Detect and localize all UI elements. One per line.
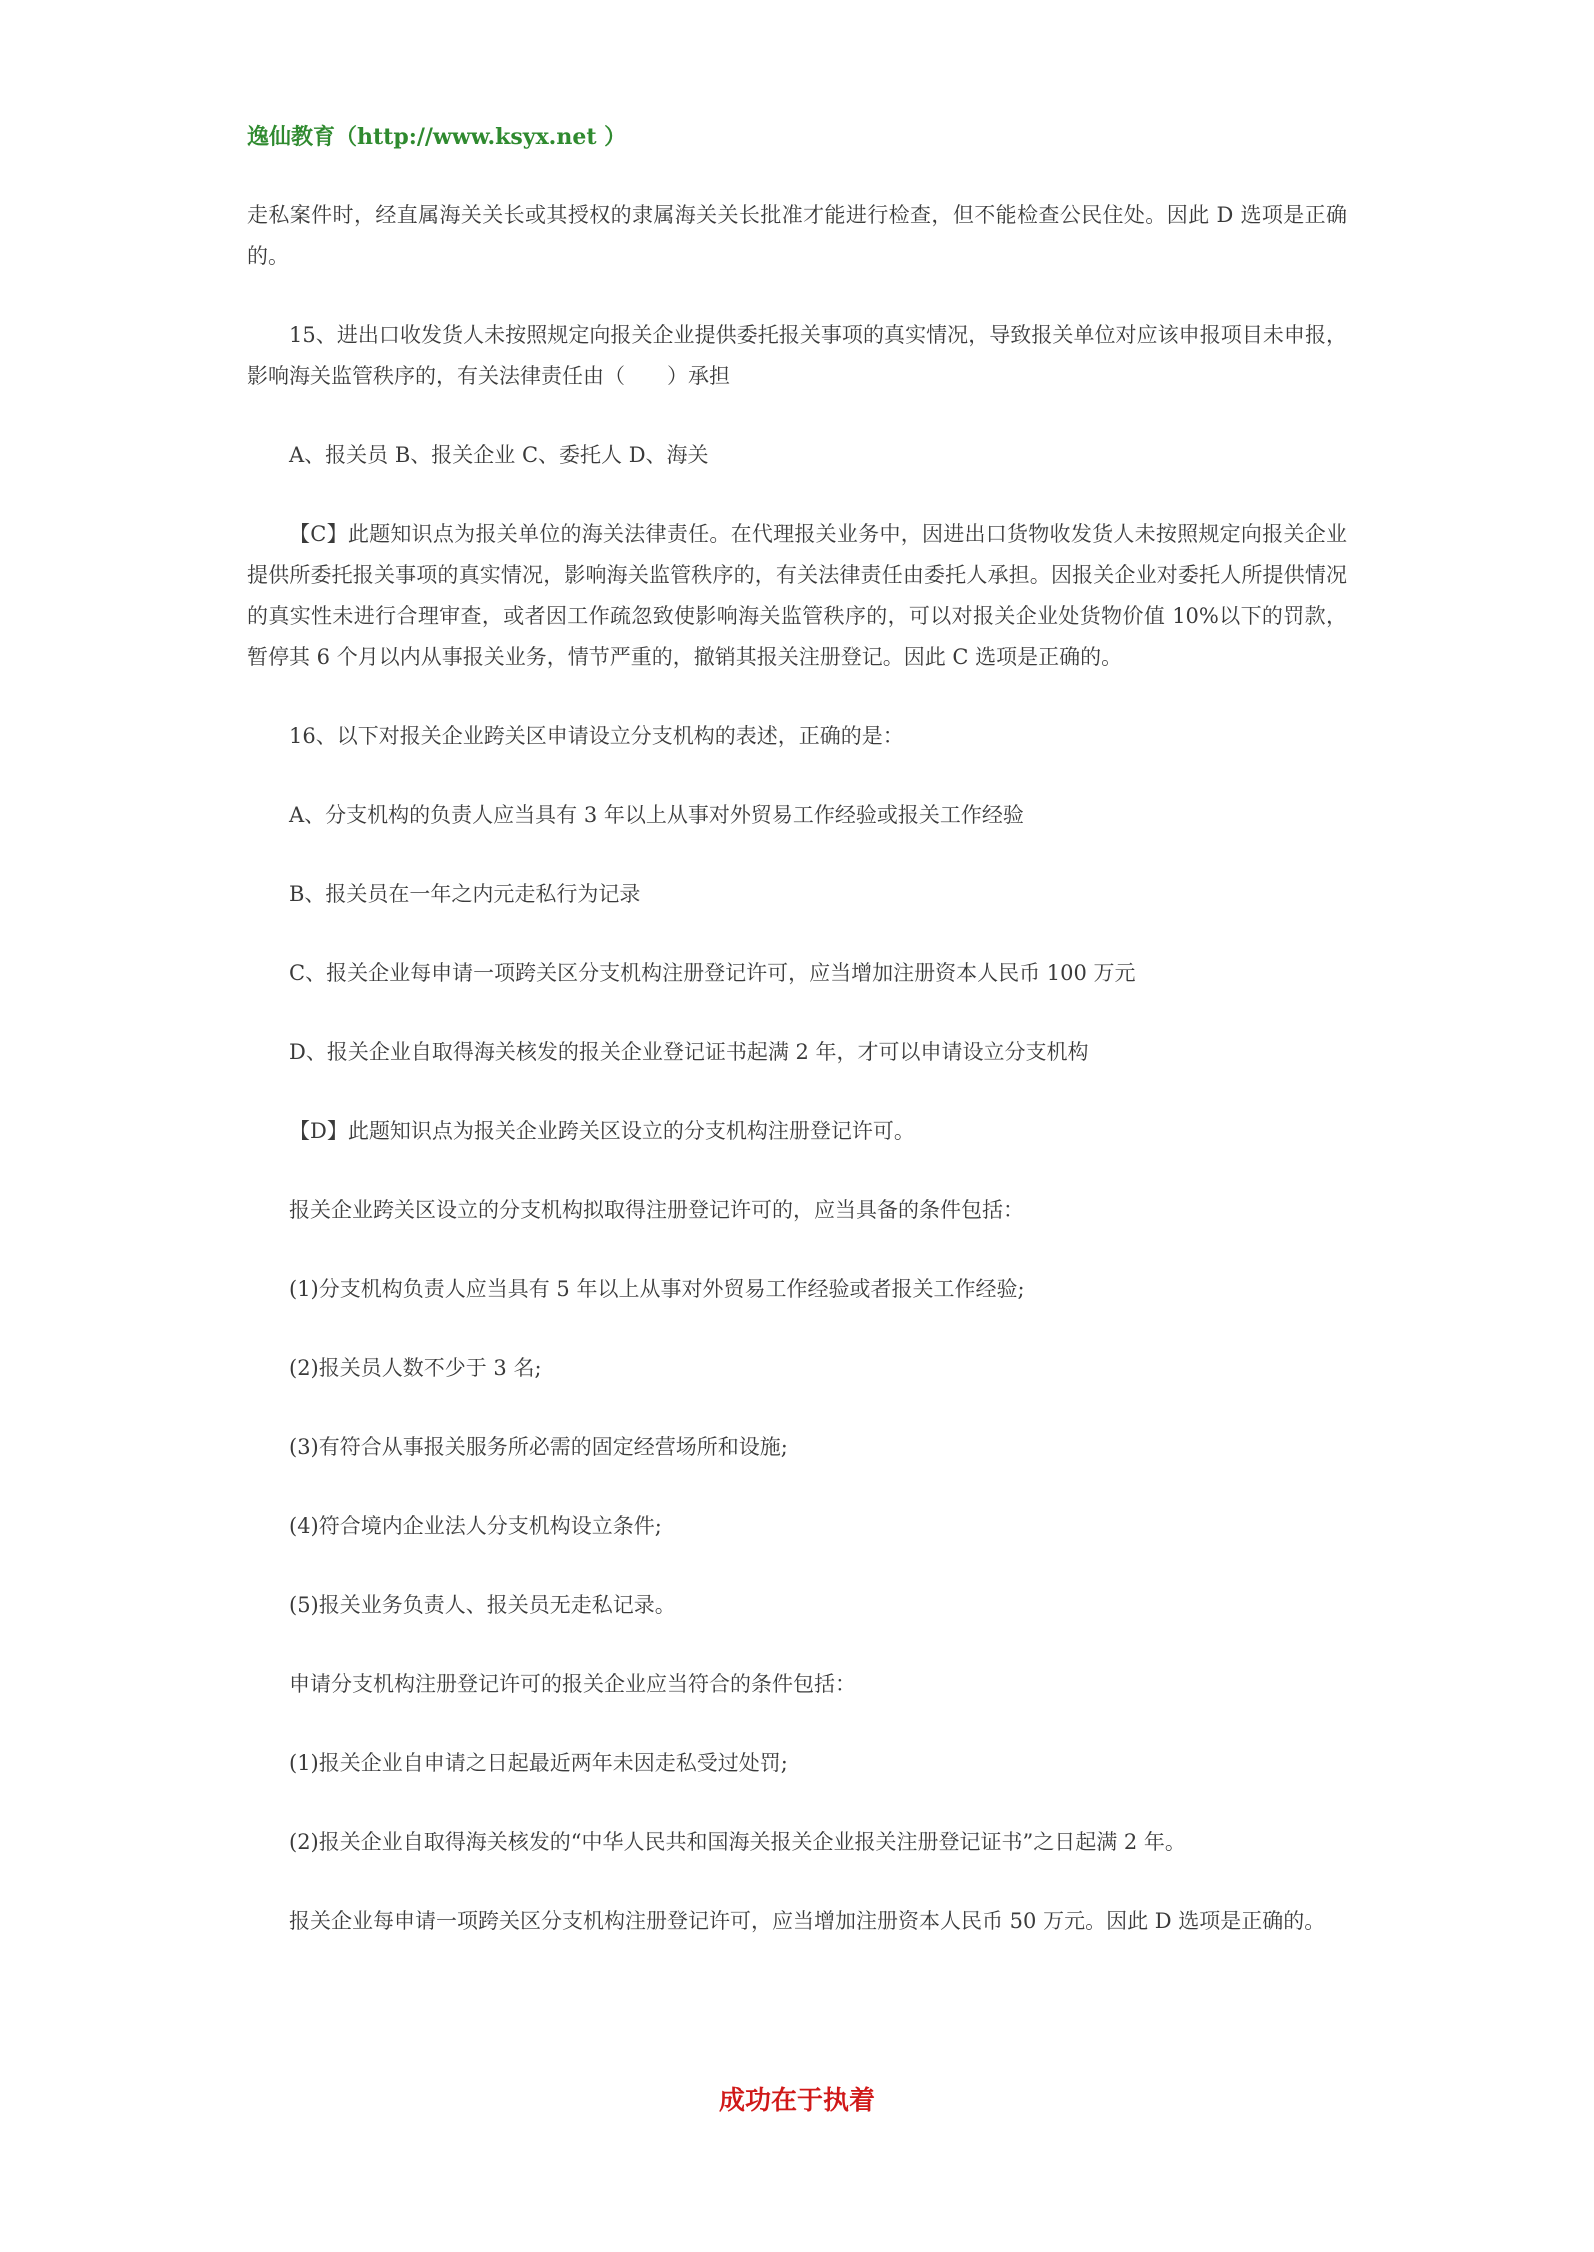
question-16-option-d: D、报关企业自取得海关核发的报关企业登记证书起满 2 年，才可以申请设立分支机构 xyxy=(289,1040,1089,1064)
question-16-answer: 【D】此题知识点为报关企业跨关区设立的分支机构注册登记许可。 xyxy=(289,1119,915,1143)
conditions-intro: 报关企业跨关区设立的分支机构拟取得注册登记许可的，应当具备的条件包括： xyxy=(289,1198,1024,1222)
question-15: 15、进出口收发货人未按照规定向报关企业提供委托报关事项的真实情况，导致报关单位对应该申报项目未申报，影响海关监管秩序的，有关法律责任由（ ）承担 xyxy=(247,323,1347,388)
conclusion-paragraph: 报关企业每申请一项跨关区分支机构注册登记许可，应当增加注册资本人民币 50 万元。因此 D 选项是正确的。 xyxy=(289,1909,1326,1933)
paragraph-continuation: 走私案件时，经直属海关关长或其授权的隶属海关关长批准才能进行检查，但不能检查公民住处。因此 D 选项是正确的。 xyxy=(247,203,1347,268)
question-15-options: A、报关员 B、报关企业 C、委托人 D、海关 xyxy=(289,443,709,467)
question-16: 16、以下对报关企业跨关区申请设立分支机构的表述，正确的是： xyxy=(289,724,904,748)
question-16-option-b: B、报关员在一年之内元走私行为记录 xyxy=(289,882,641,906)
condition-item: (5)报关业务负责人、报关员无走私记录。 xyxy=(289,1593,676,1617)
condition-item: (1)分支机构负责人应当具有 5 年以上从事对外贸易工作经验或者报关工作经验; xyxy=(289,1277,1025,1301)
applicant-condition-item: (2)报关企业自取得海关核发的“中华人民共和国海关报关企业报关注册登记证书”之日起满 2 年。 xyxy=(289,1830,1186,1854)
document-body xyxy=(247,195,1347,1980)
condition-item: (3)有符合从事报关服务所必需的固定经营场所和设施; xyxy=(289,1435,788,1459)
condition-item: (4)符合境内企业法人分支机构设立条件; xyxy=(289,1514,662,1538)
site-header: 逸仙教育（http://www.ksyx.net ） xyxy=(247,124,627,150)
applicant-conditions-intro: 申请分支机构注册登记许可的报关企业应当符合的条件包括： xyxy=(289,1672,856,1696)
applicant-condition-item: (1)报关企业自申请之日起最近两年未因走私受过处罚; xyxy=(289,1751,788,1775)
footer-slogan: 成功在于执着 xyxy=(718,2086,875,2116)
condition-item: (2)报关员人数不少于 3 名; xyxy=(289,1356,542,1380)
question-15-answer: 【C】此题知识点为报关单位的海关法律责任。在代理报关业务中，因进出口货物收发货人未按照规定向报关企业提供所委托报关事项的真实情况，影响海关监管秩序的，有关法律责任由委托人承担。因报关企业对委托人所提供情况的真实性未进行合理审查，或者因工作疏忽致使影响海关监管秩序的，可以对报关企业处货物价值 10%以下的罚款，暂停其 6 个月以内从事报关业务，情节严重的，撤销其报关注册登记。因此 C 选项是正确的。 xyxy=(247,522,1347,669)
question-16-option-c: C、报关企业每申请一项跨关区分支机构注册登记许可，应当增加注册资本人民币 100 万元 xyxy=(289,961,1136,985)
question-16-option-a: A、分支机构的负责人应当具有 3 年以上从事对外贸易工作经验或报关工作经验 xyxy=(289,803,1024,827)
